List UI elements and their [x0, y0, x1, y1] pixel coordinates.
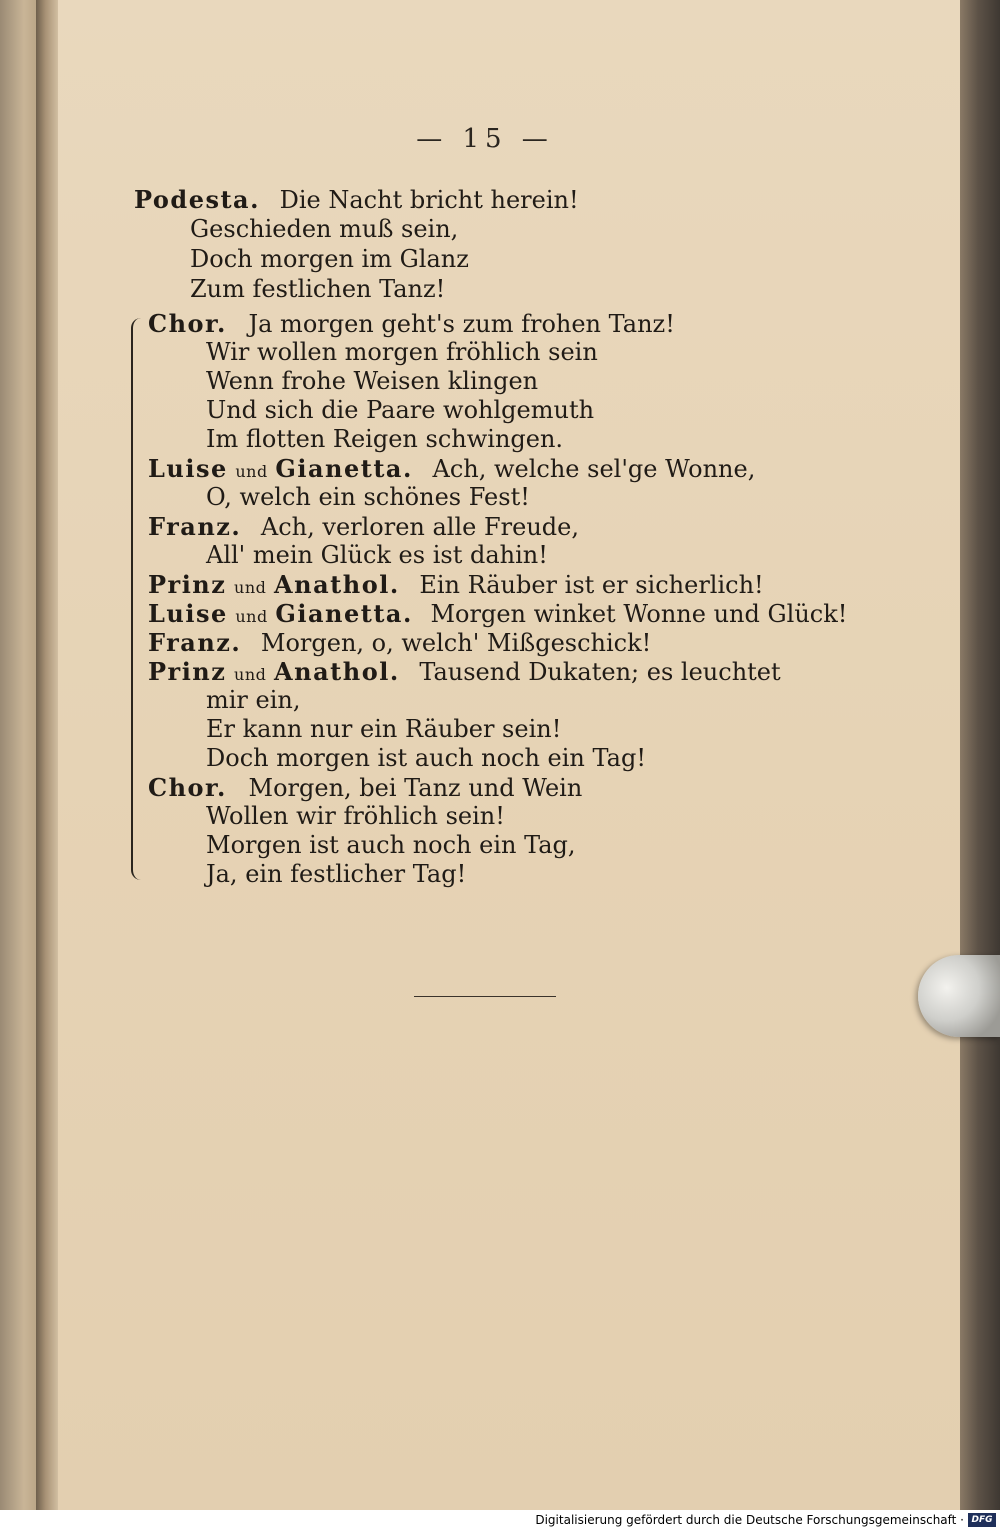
- line-text: Ja morgen geht's zum frohen Tanz!: [248, 310, 675, 338]
- text-line: Wenn frohe Weisen klingen: [206, 367, 539, 395]
- line-text: Ein Räuber ist er sicherlich!: [419, 571, 764, 599]
- text-line: [148, 657, 781, 686]
- text-line: Zum festlichen Tanz!: [190, 275, 446, 303]
- speaker-name: Gianetta.: [275, 454, 413, 483]
- speaker-name: Chor.: [148, 309, 227, 338]
- text-line: Wollen wir fröhlich sein!: [206, 802, 505, 830]
- page-clip-holder: [918, 955, 1000, 1037]
- line-text: Die Nacht bricht herein!: [279, 186, 579, 214]
- speaker-name: Chor.: [148, 773, 227, 802]
- page-right-edge: [960, 0, 1000, 1510]
- speaker-name: Franz.: [148, 628, 242, 657]
- digitization-footer: [0, 1510, 1000, 1531]
- speaker-name: Luise: [148, 599, 228, 628]
- dfg-logo: DFG: [968, 1513, 996, 1527]
- book-gutter: [36, 0, 60, 1510]
- speaker-name: Anathol.: [274, 657, 400, 686]
- text-line: All' mein Glück es ist dahin!: [206, 541, 548, 569]
- speaker-conjunction: und: [234, 665, 267, 684]
- funding-credit: Digitalisierung gefördert durch die Deutsche Forschungsgemeinschaft ·: [535, 1513, 964, 1527]
- end-rule: [414, 996, 556, 997]
- line-text: Morgen, o, welch' Mißgeschick!: [260, 629, 652, 657]
- text-line: [148, 309, 675, 338]
- text-line: [148, 570, 764, 599]
- line-text: Morgen, bei Tanz und Wein: [248, 774, 583, 802]
- speaker-conjunction: und: [235, 607, 268, 626]
- text-line: Wir wollen morgen fröhlich sein: [206, 338, 598, 366]
- text-line: [134, 185, 579, 214]
- text-line: Doch morgen ist auch noch ein Tag!: [206, 744, 646, 772]
- speaker-conjunction: und: [234, 578, 267, 597]
- text-line: Er kann nur ein Räuber sein!: [206, 715, 562, 743]
- line-text: Tausend Dukaten; es leuchtet: [419, 658, 781, 686]
- text-line: [148, 628, 651, 657]
- text-line: O, welch ein schönes Fest!: [206, 483, 530, 511]
- speaker-name: Gianetta.: [275, 599, 413, 628]
- line-text: Morgen winket Wonne und Glück!: [430, 600, 848, 628]
- text-line: Ja, ein festlicher Tag!: [206, 860, 467, 888]
- line-text: Ach, verloren alle Freude,: [260, 513, 579, 541]
- speaker-name: Prinz: [148, 657, 227, 686]
- text-line: mir ein,: [206, 686, 301, 714]
- text-line: Und sich die Paare wohlgemuth: [206, 396, 595, 424]
- line-text: Ach, welche sel'ge Wonne,: [432, 455, 756, 483]
- previous-page-edge: [0, 0, 40, 1510]
- page-number: — 15 —: [416, 124, 554, 154]
- ensemble-bracket: [131, 318, 143, 880]
- text-line: Geschieden muß sein,: [190, 215, 459, 243]
- text-line: [148, 599, 847, 628]
- text-line: Doch morgen im Glanz: [190, 245, 469, 273]
- text-line: Im flotten Reigen schwingen.: [206, 425, 564, 453]
- speaker-name: Luise: [148, 454, 228, 483]
- speaker-name: Podesta.: [134, 185, 260, 214]
- text-line: [148, 512, 579, 541]
- speaker-name: Prinz: [148, 570, 227, 599]
- speaker-conjunction: und: [235, 462, 268, 481]
- speaker-name: Franz.: [148, 512, 242, 541]
- text-line: [148, 773, 582, 802]
- text-line: Morgen ist auch noch ein Tag,: [206, 831, 576, 859]
- speaker-name: Anathol.: [274, 570, 400, 599]
- text-line: [148, 454, 755, 483]
